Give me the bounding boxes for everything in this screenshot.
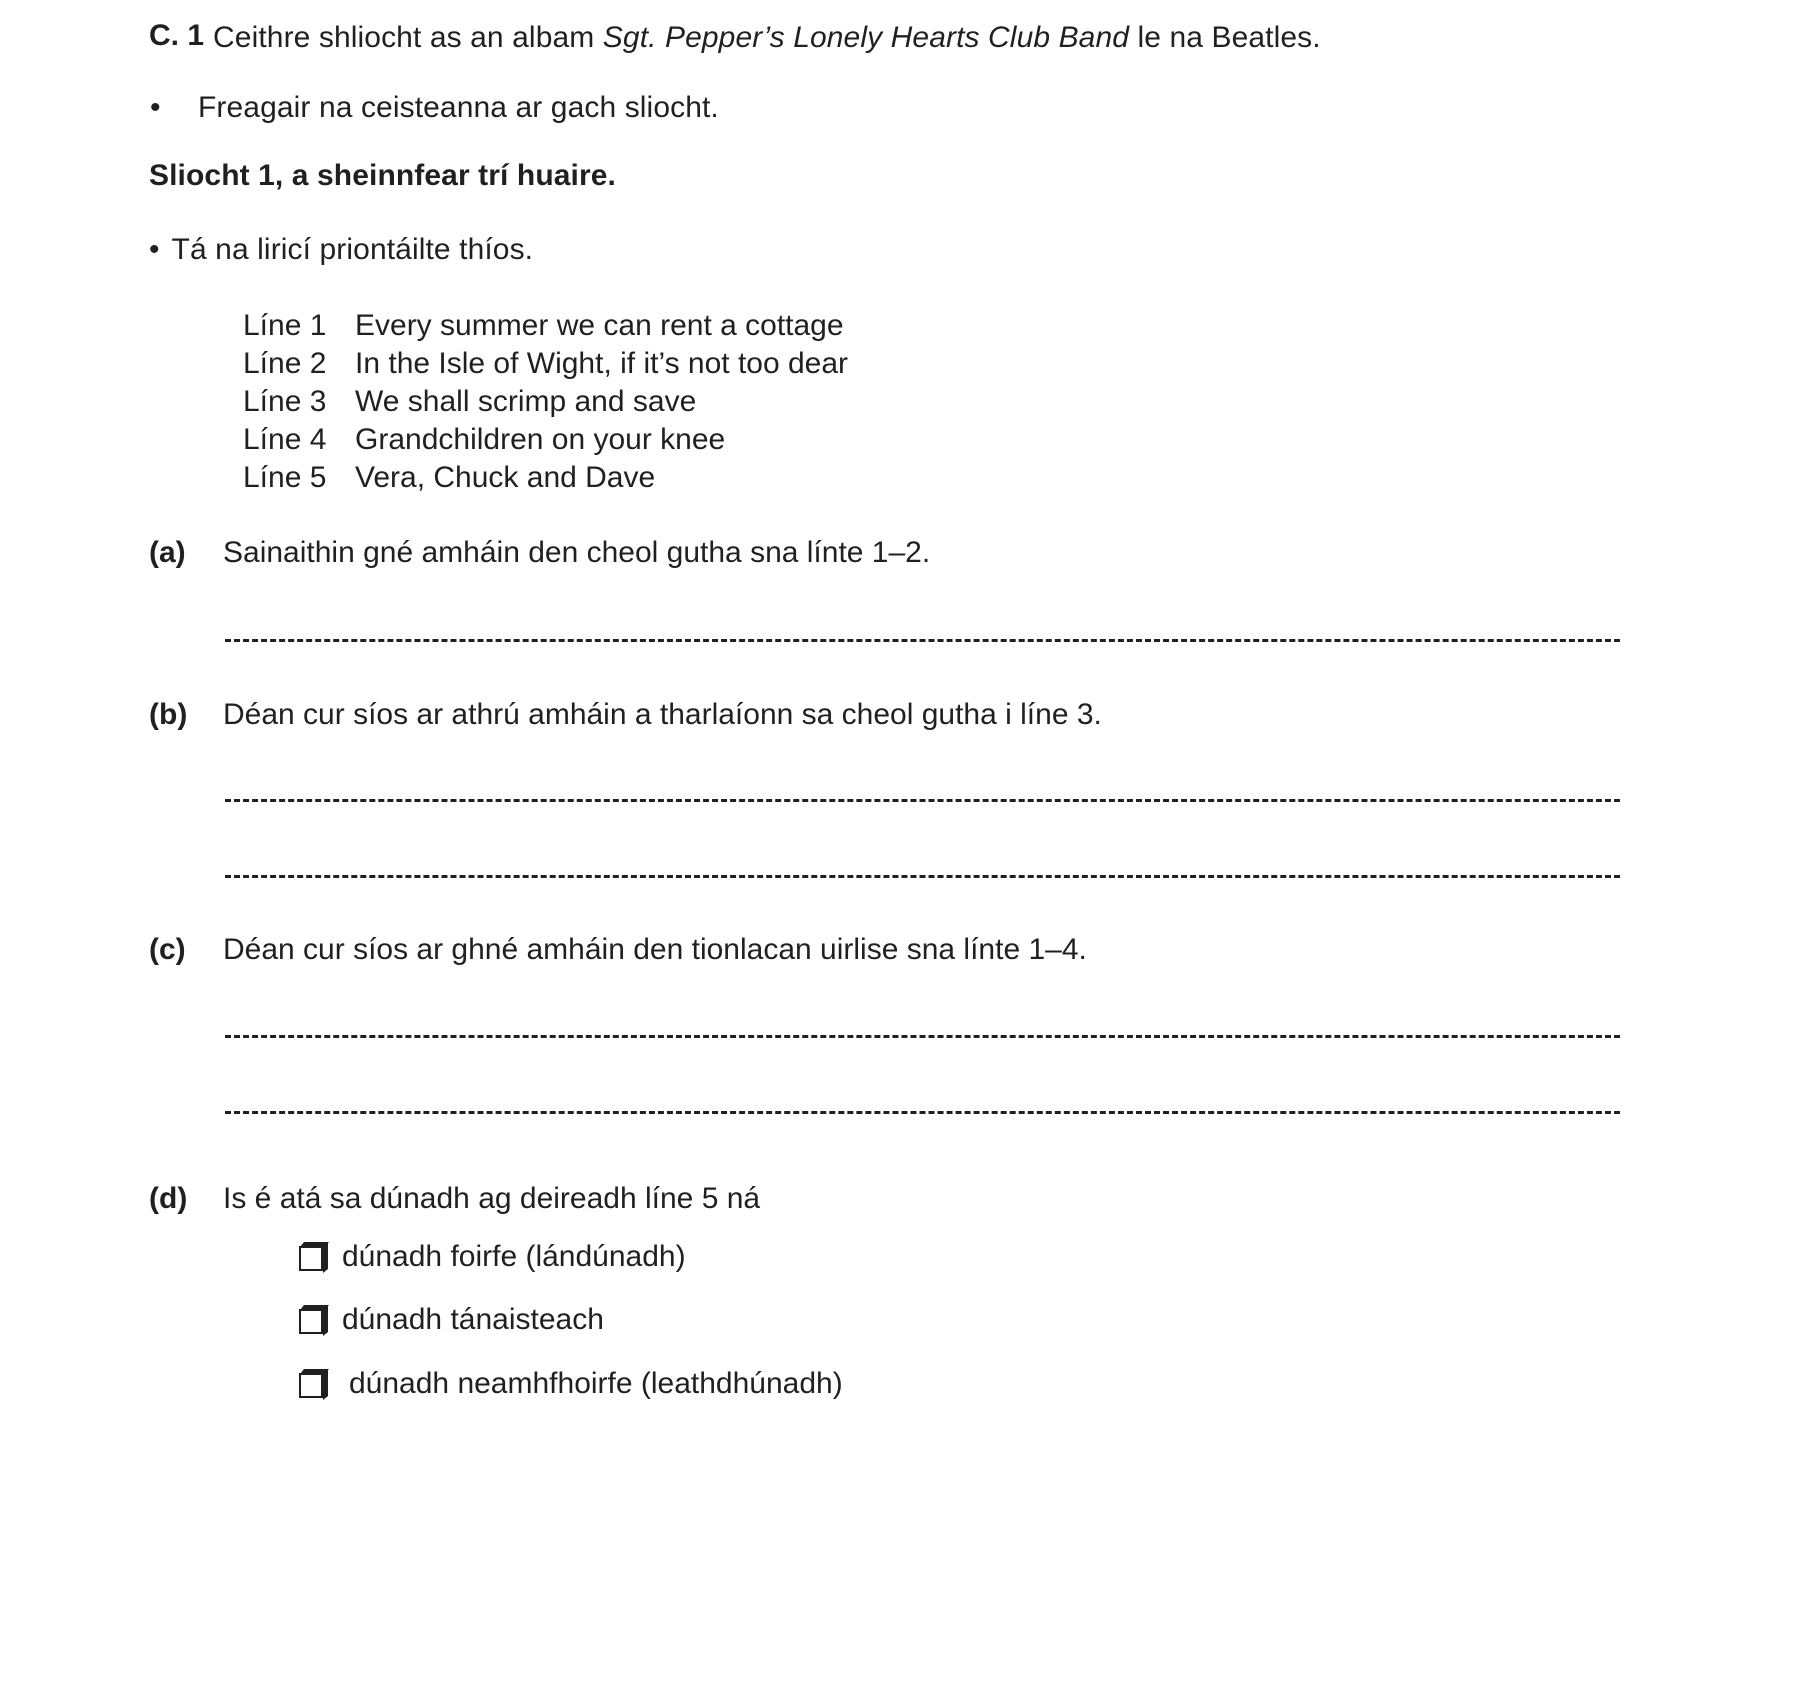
question-c-label: (c): [149, 933, 186, 966]
checkbox-icon[interactable]: [299, 1305, 327, 1336]
option-dunadh-neamhfhoirfe[interactable]: [299, 1365, 843, 1403]
lyric-line-text: Every summer we can rent a cottage: [355, 309, 844, 342]
answer-line-c-2[interactable]: [225, 1111, 1620, 1114]
question-b: [149, 696, 1102, 734]
bullet-icon: •: [150, 91, 161, 124]
lyric-line: [243, 421, 848, 459]
lyric-line: [243, 345, 848, 383]
answer-line-c-1[interactable]: [225, 1035, 1620, 1038]
album-title: Sgt. Pepper’s Lonely Hearts Club Band: [602, 21, 1130, 54]
lyric-line-label: Líne 3: [243, 385, 327, 418]
lyric-line: [243, 383, 848, 421]
option-label: dúnadh neamhfhoirfe (leathdhúnadh): [349, 1367, 843, 1400]
option-label: dúnadh tánaisteach: [342, 1303, 604, 1336]
intro-text-before: Ceithre shliocht as an albam: [213, 21, 603, 54]
lyric-line-label: Líne 5: [243, 461, 327, 494]
instruction-bullet-item: [150, 89, 719, 127]
answer-line-b-2[interactable]: [225, 875, 1620, 878]
answer-line-a-1[interactable]: [225, 639, 1620, 642]
question-c: [149, 931, 1087, 969]
lyric-line: [243, 307, 848, 345]
extract-heading: Sliocht 1, a sheinnfear trí huaire.: [149, 159, 616, 192]
option-dunadh-tanaisteach[interactable]: [299, 1301, 604, 1339]
question-a-label: (a): [149, 536, 186, 569]
lyric-line-text: Grandchildren on your knee: [355, 423, 726, 456]
bullet-icon: •: [149, 233, 160, 266]
answer-line-b-1[interactable]: [225, 799, 1620, 802]
question-b-text: Déan cur síos ar athrú amháin a tharlaíonn sa cheol gutha i líne 3.: [223, 698, 1102, 731]
lyric-line-text: Vera, Chuck and Dave: [355, 461, 656, 494]
question-d-label: (d): [149, 1182, 188, 1215]
lyric-line-text: In the Isle of Wight, if it’s not too dear: [355, 347, 849, 380]
question-number: C. 1: [149, 19, 205, 52]
checkbox-icon[interactable]: [299, 1369, 327, 1400]
intro-text-after: le na Beatles.: [1129, 21, 1321, 54]
question-a: [149, 534, 930, 572]
lyric-line-text: We shall scrimp and save: [355, 385, 697, 418]
lyrics-note: [149, 231, 533, 269]
instruction-text: Freagair na ceisteanna ar gach sliocht.: [198, 91, 719, 124]
lyrics-list: [243, 307, 848, 497]
question-b-label: (b): [149, 698, 188, 731]
lyric-line-label: Líne 2: [243, 347, 327, 380]
question-c-text: Déan cur síos ar ghné amháin den tionlacan uirlise sna línte 1–4.: [223, 933, 1087, 966]
question-intro: [149, 19, 1321, 57]
lyrics-note-text: Tá na liricí priontáilte thíos.: [171, 233, 534, 266]
question-d-text: Is é atá sa dúnadh ag deireadh líne 5 ná: [223, 1182, 761, 1215]
option-label: dúnadh foirfe (lándúnadh): [342, 1240, 686, 1273]
option-dunadh-foirfe[interactable]: [299, 1238, 686, 1276]
lyric-line: [243, 459, 848, 497]
lyric-line-label: Líne 4: [243, 423, 327, 456]
question-d: [149, 1180, 760, 1218]
question-a-text: Sainaithin gné amháin den cheol gutha sna línte 1–2.: [223, 536, 931, 569]
lyric-line-label: Líne 1: [243, 309, 327, 342]
checkbox-icon[interactable]: [299, 1242, 327, 1273]
